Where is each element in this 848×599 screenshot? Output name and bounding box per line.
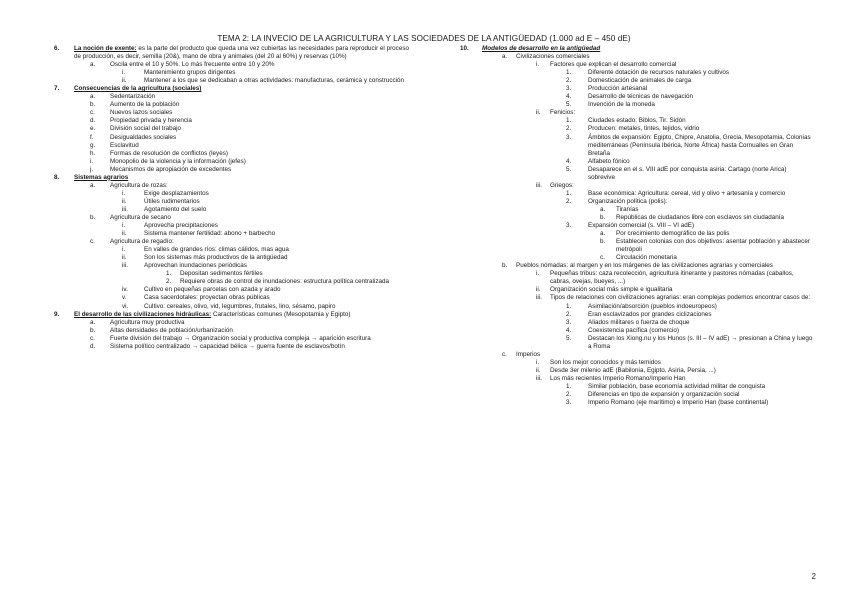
list-marker: 2. — [566, 310, 572, 318]
item-text: Circulación monetaria — [616, 254, 677, 262]
item-text: Organización política (polis): — [588, 197, 668, 205]
list-item — [460, 125, 815, 133]
list-marker: 3. — [566, 133, 572, 141]
left-column — [54, 45, 414, 351]
list-marker: 2. — [566, 197, 572, 205]
list-marker: 7. — [54, 85, 60, 93]
list-marker: iii. — [122, 262, 128, 270]
list-item — [460, 230, 815, 238]
list-item — [54, 134, 414, 142]
list-item — [460, 399, 815, 407]
item-text: Agricultura muy productiva — [110, 318, 185, 326]
item-text: Coexistencia pacífica (comercio) — [588, 326, 679, 334]
list-marker: a. — [90, 61, 96, 69]
list-marker: e. — [90, 125, 96, 133]
list-item — [54, 270, 414, 278]
list-item — [460, 391, 815, 399]
list-marker: c. — [502, 350, 507, 358]
list-marker: 2. — [166, 278, 172, 286]
list-item — [54, 158, 414, 166]
item-text: Características comunes (Mesopotamia y Egipto) — [211, 310, 351, 318]
item-text: Agotamiento del suelo — [144, 205, 207, 213]
item-text: Aprovechan inundaciones periódicas — [144, 262, 247, 270]
list-marker: ii. — [536, 286, 541, 294]
list-item — [460, 270, 815, 286]
section-heading-item — [460, 45, 815, 53]
item-text: Civilizaciones comerciales — [516, 53, 590, 61]
list-marker: a. — [90, 93, 96, 101]
item-text: es la parte del producto que queda una vez cubiertas las necesidades para reproducir el proceso de producción, es decir, semilla (20&), mano de obra y animales (del 20 al 60%) y reservas (10%) — [74, 45, 409, 61]
list-marker: i. — [536, 61, 540, 69]
list-marker: iii. — [536, 181, 542, 189]
list-item — [54, 278, 414, 286]
list-marker: i. — [536, 358, 540, 366]
item-text: Mantener a los que se dedicaban a otras actividades: manufacturas, cerámica y construcción — [144, 77, 405, 85]
list-item — [460, 69, 815, 77]
list-marker: a. — [90, 181, 96, 189]
item-text: Depositan sedimentos fértiles — [180, 270, 263, 278]
list-item — [460, 222, 815, 230]
list-marker: c. — [90, 238, 95, 246]
list-item — [54, 198, 414, 206]
item-text: Útiles rudimentarios — [144, 197, 200, 205]
item-text: Tipos de relaciones con civilizaciones agrarias: eran complejas podemos encontrar casos de: — [550, 294, 811, 302]
list-marker: i. — [122, 246, 126, 254]
section-heading: Consecuencias de la agricultura (sociales) — [74, 85, 202, 93]
list-marker: 1. — [566, 117, 572, 125]
list-marker: a. — [600, 205, 606, 213]
item-text: Requiere obras de control de inundaciones: estructura política centralizada — [180, 278, 389, 286]
item-text: Agricultura de rozas: — [110, 181, 168, 189]
item-text: Mecanismos de apropiación de excedentes — [110, 165, 232, 173]
item-text: Agricultura de secano — [110, 213, 171, 221]
list-item — [54, 327, 414, 335]
item-text: División social del trabajo — [110, 125, 182, 133]
list-item — [460, 319, 815, 327]
item-text: Pequeñas tribus: caza recolección, agricultura itinerante y pastores nómadas (caballos, cabras, ovejas, bueyes, ...) — [550, 270, 794, 286]
list-marker: i. — [90, 157, 94, 165]
list-marker: c. — [600, 254, 605, 262]
item-text: Alfabeto fónico — [588, 157, 630, 165]
item-text: Mantenimiento grupos dirigentes — [144, 69, 236, 77]
item-text: Destacan los Xiong.nu y los Hunos (s. III – IV adE) → presionan a China y luego a Roma — [588, 334, 813, 350]
item-text: Aumento de la población — [110, 101, 180, 109]
list-item — [460, 198, 815, 206]
item-text: Expansión comercial (s. VIII – VI adE) — [588, 222, 695, 230]
list-marker: h. — [90, 149, 96, 157]
item-text: Ciudades estado: Biblos, Tir. Sidón — [588, 117, 686, 125]
item-text: Altas densidades de población/urbanización — [110, 326, 233, 334]
item-text: Cultivo en pequeñas parcelas con azada y arado — [144, 286, 281, 294]
list-item — [460, 214, 815, 222]
list-marker: 6. — [54, 45, 60, 52]
list-marker: iii. — [536, 294, 542, 302]
list-marker: b. — [90, 326, 96, 334]
item-text: Imperios — [516, 350, 541, 358]
list-item — [54, 166, 414, 174]
item-text: Factores que explican el desarrollo comercial — [550, 61, 677, 69]
list-item — [54, 238, 414, 246]
item-text: Ámbitos de expansión: Egipto, Chipre, Anatolia, Grecia, Mesopotamia, Colonias mediterráneas (Península Ibérica, Norte África) hasta Cornualles en Gran Bretaña — [588, 133, 811, 157]
list-item — [54, 150, 414, 158]
list-item — [460, 262, 815, 270]
list-marker: b. — [90, 213, 96, 221]
list-marker: ii. — [122, 230, 127, 238]
list-item — [460, 134, 815, 158]
list-marker: j. — [90, 165, 94, 173]
section-heading: La noción de exente: — [74, 45, 137, 52]
list-marker: b. — [600, 238, 606, 246]
list-item — [460, 254, 815, 262]
item-text: Desarrollo de técnicas de navegación — [588, 93, 694, 101]
list-item — [460, 327, 815, 335]
list-item — [54, 262, 414, 270]
list-item — [460, 166, 815, 182]
list-marker: i. — [122, 69, 126, 77]
list-item — [460, 286, 815, 294]
item-text: Formas de resolución de conflictos (leyes) — [110, 149, 228, 157]
list-marker: 5. — [566, 334, 572, 342]
list-item — [460, 53, 815, 61]
list-marker: 3. — [566, 222, 572, 230]
list-marker: d. — [90, 342, 96, 350]
item-text: Aprovecha precipitaciones — [144, 222, 218, 230]
list-marker: 10. — [460, 45, 469, 52]
item-text: Griegos: — [550, 181, 574, 189]
list-marker: i. — [536, 270, 540, 278]
list-marker: 1. — [166, 270, 172, 278]
list-marker: a. — [90, 318, 96, 326]
list-item — [460, 303, 815, 311]
list-item — [54, 69, 414, 77]
list-marker: 3. — [566, 318, 572, 326]
item-text: Establecen colonias con dos objetivos: asentar población y abastecer metrópoli — [616, 238, 810, 254]
list-marker: 4. — [566, 326, 572, 334]
list-item — [460, 109, 815, 117]
list-marker: a. — [502, 53, 508, 61]
list-item — [460, 351, 815, 359]
item-text: Producción artesanal — [588, 85, 648, 93]
item-text: Propiedad privada y herencia — [110, 117, 192, 125]
list-item — [460, 335, 815, 351]
list-marker: ii. — [122, 254, 127, 262]
item-text: Tiranías — [616, 205, 639, 213]
item-text: Similar población, base economía actividad militar de conquista — [588, 382, 766, 390]
list-marker: b. — [502, 262, 508, 270]
list-marker: a. — [600, 230, 606, 238]
item-text: Invención de la moneda — [588, 101, 655, 109]
list-item — [54, 182, 414, 190]
item-text: En valles de grandes ríos: climas cálidos, mas agua — [144, 246, 289, 254]
list-marker: 2. — [566, 77, 572, 85]
item-text: Casa sacerdotales: proyectan obras públicas — [144, 294, 270, 302]
list-item — [54, 343, 414, 351]
list-item — [54, 109, 414, 117]
item-text: Monopolio de la violencia y la información (jefes) — [110, 157, 246, 165]
item-text: Fuerte división del trabajo → Organización social y productiva compleja → aparición escritura — [110, 334, 371, 342]
list-item — [460, 117, 815, 125]
list-item — [54, 254, 414, 262]
list-item — [460, 158, 815, 166]
section-heading: El desarrollo de las civilizaciones hidráulicas: — [74, 310, 212, 318]
list-item — [54, 222, 414, 230]
list-item — [460, 101, 815, 109]
item-text: Los más recientes Imperio Romano/Imperio Han — [550, 374, 686, 382]
item-text: Exige desplazamientos — [144, 189, 209, 197]
item-text: Desaparece en el s. VIII adE por conquista asiria: Cartago (norte Arica) sobrevive — [588, 165, 787, 181]
list-marker: 2. — [566, 391, 572, 399]
list-marker: 3. — [566, 85, 572, 93]
item-text: Pueblos nómadas: al margen y en los márgenes de las civilizaciones agrarias y comerciales — [516, 262, 773, 270]
item-text: Base económica: Agricultura: cereal, vid y olivo + artesanía y comercio — [588, 189, 786, 197]
list-item — [54, 93, 414, 101]
item-text: Diferente dotación de recursos naturales y cultivos — [588, 69, 730, 77]
list-item — [460, 77, 815, 85]
list-marker: vi. — [122, 302, 129, 310]
list-item — [54, 61, 414, 69]
list-item — [54, 335, 414, 343]
right-column — [460, 45, 815, 407]
section-heading-item — [54, 85, 414, 93]
list-item — [460, 238, 815, 254]
list-marker: 8. — [54, 173, 60, 181]
document-title: TEMA 2: LA INVECIO DE LA AGRICULTURA Y LAS SOCIEDADES DE LA ANTIGÜEDAD (1.000 ad E – 450 dE) — [217, 34, 631, 43]
list-marker: d. — [90, 117, 96, 125]
list-marker: 1. — [566, 382, 572, 390]
list-item — [460, 383, 815, 391]
item-text: Diferencias en tipo de expansión y organización social — [588, 391, 740, 399]
list-item — [54, 230, 414, 238]
list-item — [54, 101, 414, 109]
list-item — [54, 142, 414, 150]
list-marker: 5. — [566, 101, 572, 109]
item-text: Eran esclavizados por grandes ciclizaciones — [588, 310, 712, 318]
item-text: Nuevos lazos sociales — [110, 109, 173, 117]
list-marker: 2. — [566, 125, 572, 133]
item-text: Domesticación de animales de carga — [588, 77, 692, 85]
list-marker: 1. — [566, 69, 572, 77]
page-number: 2 — [811, 572, 816, 581]
list-marker: i. — [122, 222, 126, 230]
list-item — [54, 294, 414, 302]
section-heading-item — [54, 45, 414, 61]
list-item — [54, 206, 414, 214]
list-item — [460, 367, 815, 375]
list-item — [54, 117, 414, 125]
item-text: Organización social más simple e igualitaria — [550, 286, 673, 294]
list-marker: iii. — [122, 205, 128, 213]
item-text: Producen: metales, tintes, tejidos, vidrio — [588, 125, 700, 133]
list-item — [460, 61, 815, 69]
list-item — [54, 77, 414, 85]
section-heading-item — [54, 311, 414, 319]
item-text: Aliados militares o fuerza de choque — [588, 318, 690, 326]
list-marker: ii. — [536, 366, 541, 374]
list-marker: iv. — [122, 286, 128, 294]
list-item — [460, 311, 815, 319]
list-marker: 1. — [566, 302, 572, 310]
section-heading-item — [54, 174, 414, 182]
section-heading: Modelos de desarrollo en la antigüedad — [482, 45, 601, 52]
list-item — [460, 206, 815, 214]
list-item — [54, 286, 414, 294]
list-marker: c. — [90, 334, 95, 342]
item-text: Repúblicas de ciudadanos libre con esclavos sin ciudadanía — [616, 213, 785, 221]
list-item — [54, 303, 414, 311]
list-item — [54, 190, 414, 198]
list-marker: 4. — [566, 93, 572, 101]
list-item — [54, 214, 414, 222]
item-text: Desigualdades sociales — [110, 133, 177, 141]
item-text: Desde 3er milenio adE (Babilonia, Egipto, Asiria, Persia, ...) — [550, 366, 716, 374]
list-item — [460, 359, 815, 367]
list-marker: f. — [90, 133, 94, 141]
item-text: Sedentarización — [110, 93, 156, 101]
list-item — [54, 319, 414, 327]
list-marker: b. — [600, 213, 606, 221]
item-text: Esclavitud — [110, 141, 139, 149]
item-text: Cultivo: cereales, olivo, vid, legumbres, frutales, lino, sésamo, papiro — [144, 302, 336, 310]
item-text: Sistema político centralizado → capacidad bélica → guerra fuente de esclavos/botín — [110, 342, 345, 350]
list-item — [460, 93, 815, 101]
item-text: Agricultura de regadío: — [110, 238, 174, 246]
list-item — [54, 246, 414, 254]
item-text: Oscila entre el 10 y 50%. Lo más frecuente entre 10 y 20% — [110, 61, 275, 69]
item-text: Son los sistemas más productivos de la antigüedad — [144, 254, 288, 262]
list-item — [460, 85, 815, 93]
list-item — [460, 182, 815, 190]
section-heading: Sistemas agrarios — [74, 173, 129, 181]
list-item — [460, 190, 815, 198]
list-marker: iii. — [536, 374, 542, 382]
list-marker: 9. — [54, 310, 60, 318]
list-item — [460, 294, 815, 302]
list-marker: g. — [90, 141, 96, 149]
list-item — [460, 375, 815, 383]
list-marker: ii. — [122, 77, 127, 85]
list-marker: 3. — [566, 399, 572, 407]
list-marker: c. — [90, 109, 95, 117]
list-marker: ii. — [536, 109, 541, 117]
item-text: Por crecimiento demográfico de las polis — [616, 230, 730, 238]
item-text: Sistema mantener fertilidad: abono + barbecho — [144, 230, 276, 238]
list-marker: v. — [122, 294, 127, 302]
list-item — [54, 125, 414, 133]
item-text: Imperio Romano (eje marítimo) e Imperio Han (base continental) — [588, 399, 769, 407]
item-text: Son los mejor conocidos y más temidos — [550, 358, 661, 366]
list-marker: 1. — [566, 189, 572, 197]
item-text: Fenicios: — [550, 109, 576, 117]
list-marker: b. — [90, 101, 96, 109]
list-marker: 5. — [566, 165, 572, 173]
item-text: Asimilación/absorción (pueblos indoeuropeos) — [588, 302, 717, 310]
list-marker: ii. — [122, 197, 127, 205]
list-marker: 4. — [566, 157, 572, 165]
list-marker: i. — [122, 189, 126, 197]
